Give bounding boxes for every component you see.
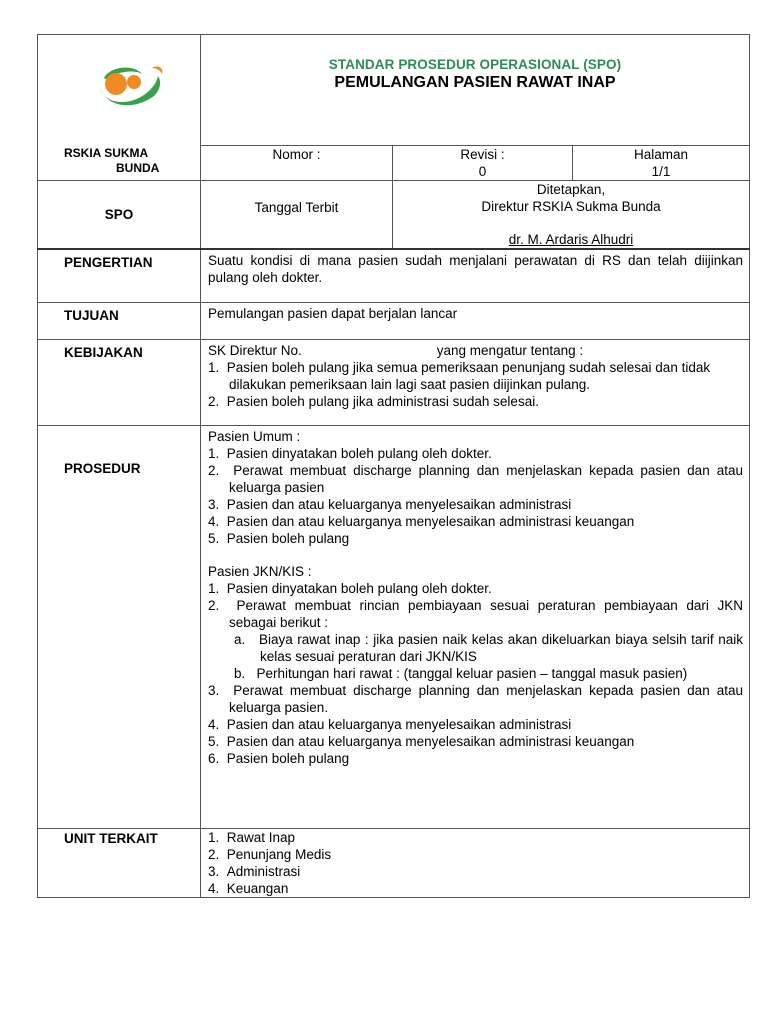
- halaman-value: 1/1: [651, 164, 671, 179]
- hospital-name-line2: BUNDA: [116, 161, 160, 175]
- pengertian-label: PENGERTIAN: [38, 249, 201, 303]
- prosedur-label: PROSEDUR: [38, 426, 201, 829]
- nomor-cell: [201, 146, 393, 181]
- tujuan-label: TUJUAN: [38, 303, 201, 340]
- revisi-value: 0: [478, 164, 487, 179]
- prosedur-jkn-title: Pasien JKN/KIS :: [208, 564, 312, 579]
- nomor-label: Nomor :: [272, 147, 321, 162]
- prosedur-umum-list: [208, 445, 743, 547]
- list-item: 2. Perawat membuat rincian pembiayaan sesuai peraturan pembiayaan dari JKN sebagai berikut :: [208, 598, 743, 630]
- hospital-name-line1: RSKIA SUKMA: [64, 146, 149, 160]
- tanggal-terbit-cell: [201, 181, 393, 250]
- hospital-identity-cell: [38, 35, 201, 181]
- list-item: 3. Perawat membuat discharge planning dan menjelaskan kepada pasien dan atau keluarga pasien.: [208, 683, 743, 715]
- kebijakan-label: KEBIJAKAN: [38, 340, 201, 426]
- prosedur-jkn-sublist: [208, 631, 743, 682]
- kebijakan-content: [201, 340, 750, 426]
- kebijakan-sk-tail: yang mengatur tentang :: [436, 343, 584, 358]
- list-item: 1. Pasien boleh pulang jika semua pemeriksaan penunjang sudah selesai dan tidak dilakukan pemeriksaan lain lagi saat pasien diijinkan pulang.: [208, 360, 711, 392]
- unit-terkait-list: [208, 829, 743, 897]
- list-item: 2. Perawat membuat discharge planning dan menjelaskan kepada pasien dan atau keluarga pasien: [208, 463, 743, 495]
- spo-table: [37, 34, 750, 898]
- prosedur-umum-title: Pasien Umum :: [208, 429, 301, 444]
- list-item: 1. Rawat Inap: [208, 830, 296, 845]
- list-item: 5. Pasien dan atau keluarganya menyelesaikan administrasi keuangan: [208, 734, 635, 749]
- revisi-label: Revisi :: [460, 147, 505, 162]
- kebijakan-list: [208, 359, 743, 410]
- hospital-name: [64, 146, 159, 176]
- list-item: 4. Pasien dan atau keluarganya menyelesaikan administrasi: [208, 717, 572, 732]
- list-item: 3. Administrasi: [208, 864, 301, 879]
- hospital-logo: [96, 58, 168, 112]
- document-title: PEMULANGAN PASIEN RAWAT INAP: [334, 74, 616, 91]
- list-item: 4. Keuangan: [208, 881, 289, 896]
- list-item: 6. Pasien boleh pulang: [208, 751, 350, 766]
- list-item: 2. Penunjang Medis: [208, 847, 332, 862]
- list-item: 2. Pasien boleh pulang jika administrasi sudah selesai.: [208, 394, 539, 409]
- prosedur-content: [201, 426, 750, 829]
- direktur-title: Direktur RSKIA Sukma Bunda: [481, 199, 661, 214]
- list-item: b. Perhitungan hari rawat : (tanggal keluar pasien – tanggal masuk pasien): [234, 666, 688, 681]
- revisi-cell: [393, 146, 573, 181]
- tanggal-terbit-label: Tanggal Terbit: [254, 200, 339, 215]
- prosedur-jkn-list: [208, 580, 743, 631]
- list-item: 3. Pasien dan atau keluarganya menyelesaikan administrasi: [208, 497, 572, 512]
- ditetapkan-label: Ditetapkan,: [536, 182, 606, 197]
- spo-label: SPO: [104, 207, 134, 222]
- approval-cell: [393, 181, 750, 250]
- pengertian-text: Suatu kondisi di mana pasien sudah menjalani perawatan di RS dan telah diijinkan pulang oleh dokter.: [201, 249, 750, 303]
- list-item: 1. Pasien dinyatakan boleh pulang oleh dokter.: [208, 446, 492, 461]
- unit-terkait-label: UNIT TERKAIT: [38, 829, 201, 898]
- tujuan-text: Pemulangan pasien dapat berjalan lancar: [201, 303, 750, 340]
- halaman-label: Halaman: [633, 147, 689, 162]
- spo-label-cell: [38, 181, 201, 250]
- direktur-name: dr. M. Ardaris Alhudri: [508, 232, 634, 247]
- halaman-cell: [573, 146, 750, 181]
- kebijakan-sk: SK Direktur No.: [208, 343, 302, 358]
- spo-document: [37, 34, 749, 898]
- list-item: 1. Pasien dinyatakan boleh pulang oleh dokter.: [208, 581, 492, 596]
- kebijakan-sk-line: [208, 342, 743, 359]
- list-item: 5. Pasien boleh pulang: [208, 531, 350, 546]
- spo-subtitle: STANDAR PROSEDUR OPERASIONAL (SPO): [328, 57, 622, 72]
- list-item: 4. Pasien dan atau keluarganya menyelesaikan administrasi keuangan: [208, 514, 635, 529]
- unit-terkait-content: [201, 829, 750, 898]
- document-title-cell: [201, 35, 750, 146]
- prosedur-jkn-list-rest: [208, 682, 743, 767]
- list-item: a. Biaya rawat inap : jika pasien naik kelas akan dikeluarkan biaya selsih tarif naik kelas sesuai peraturan dari JKN/KIS: [234, 632, 743, 664]
